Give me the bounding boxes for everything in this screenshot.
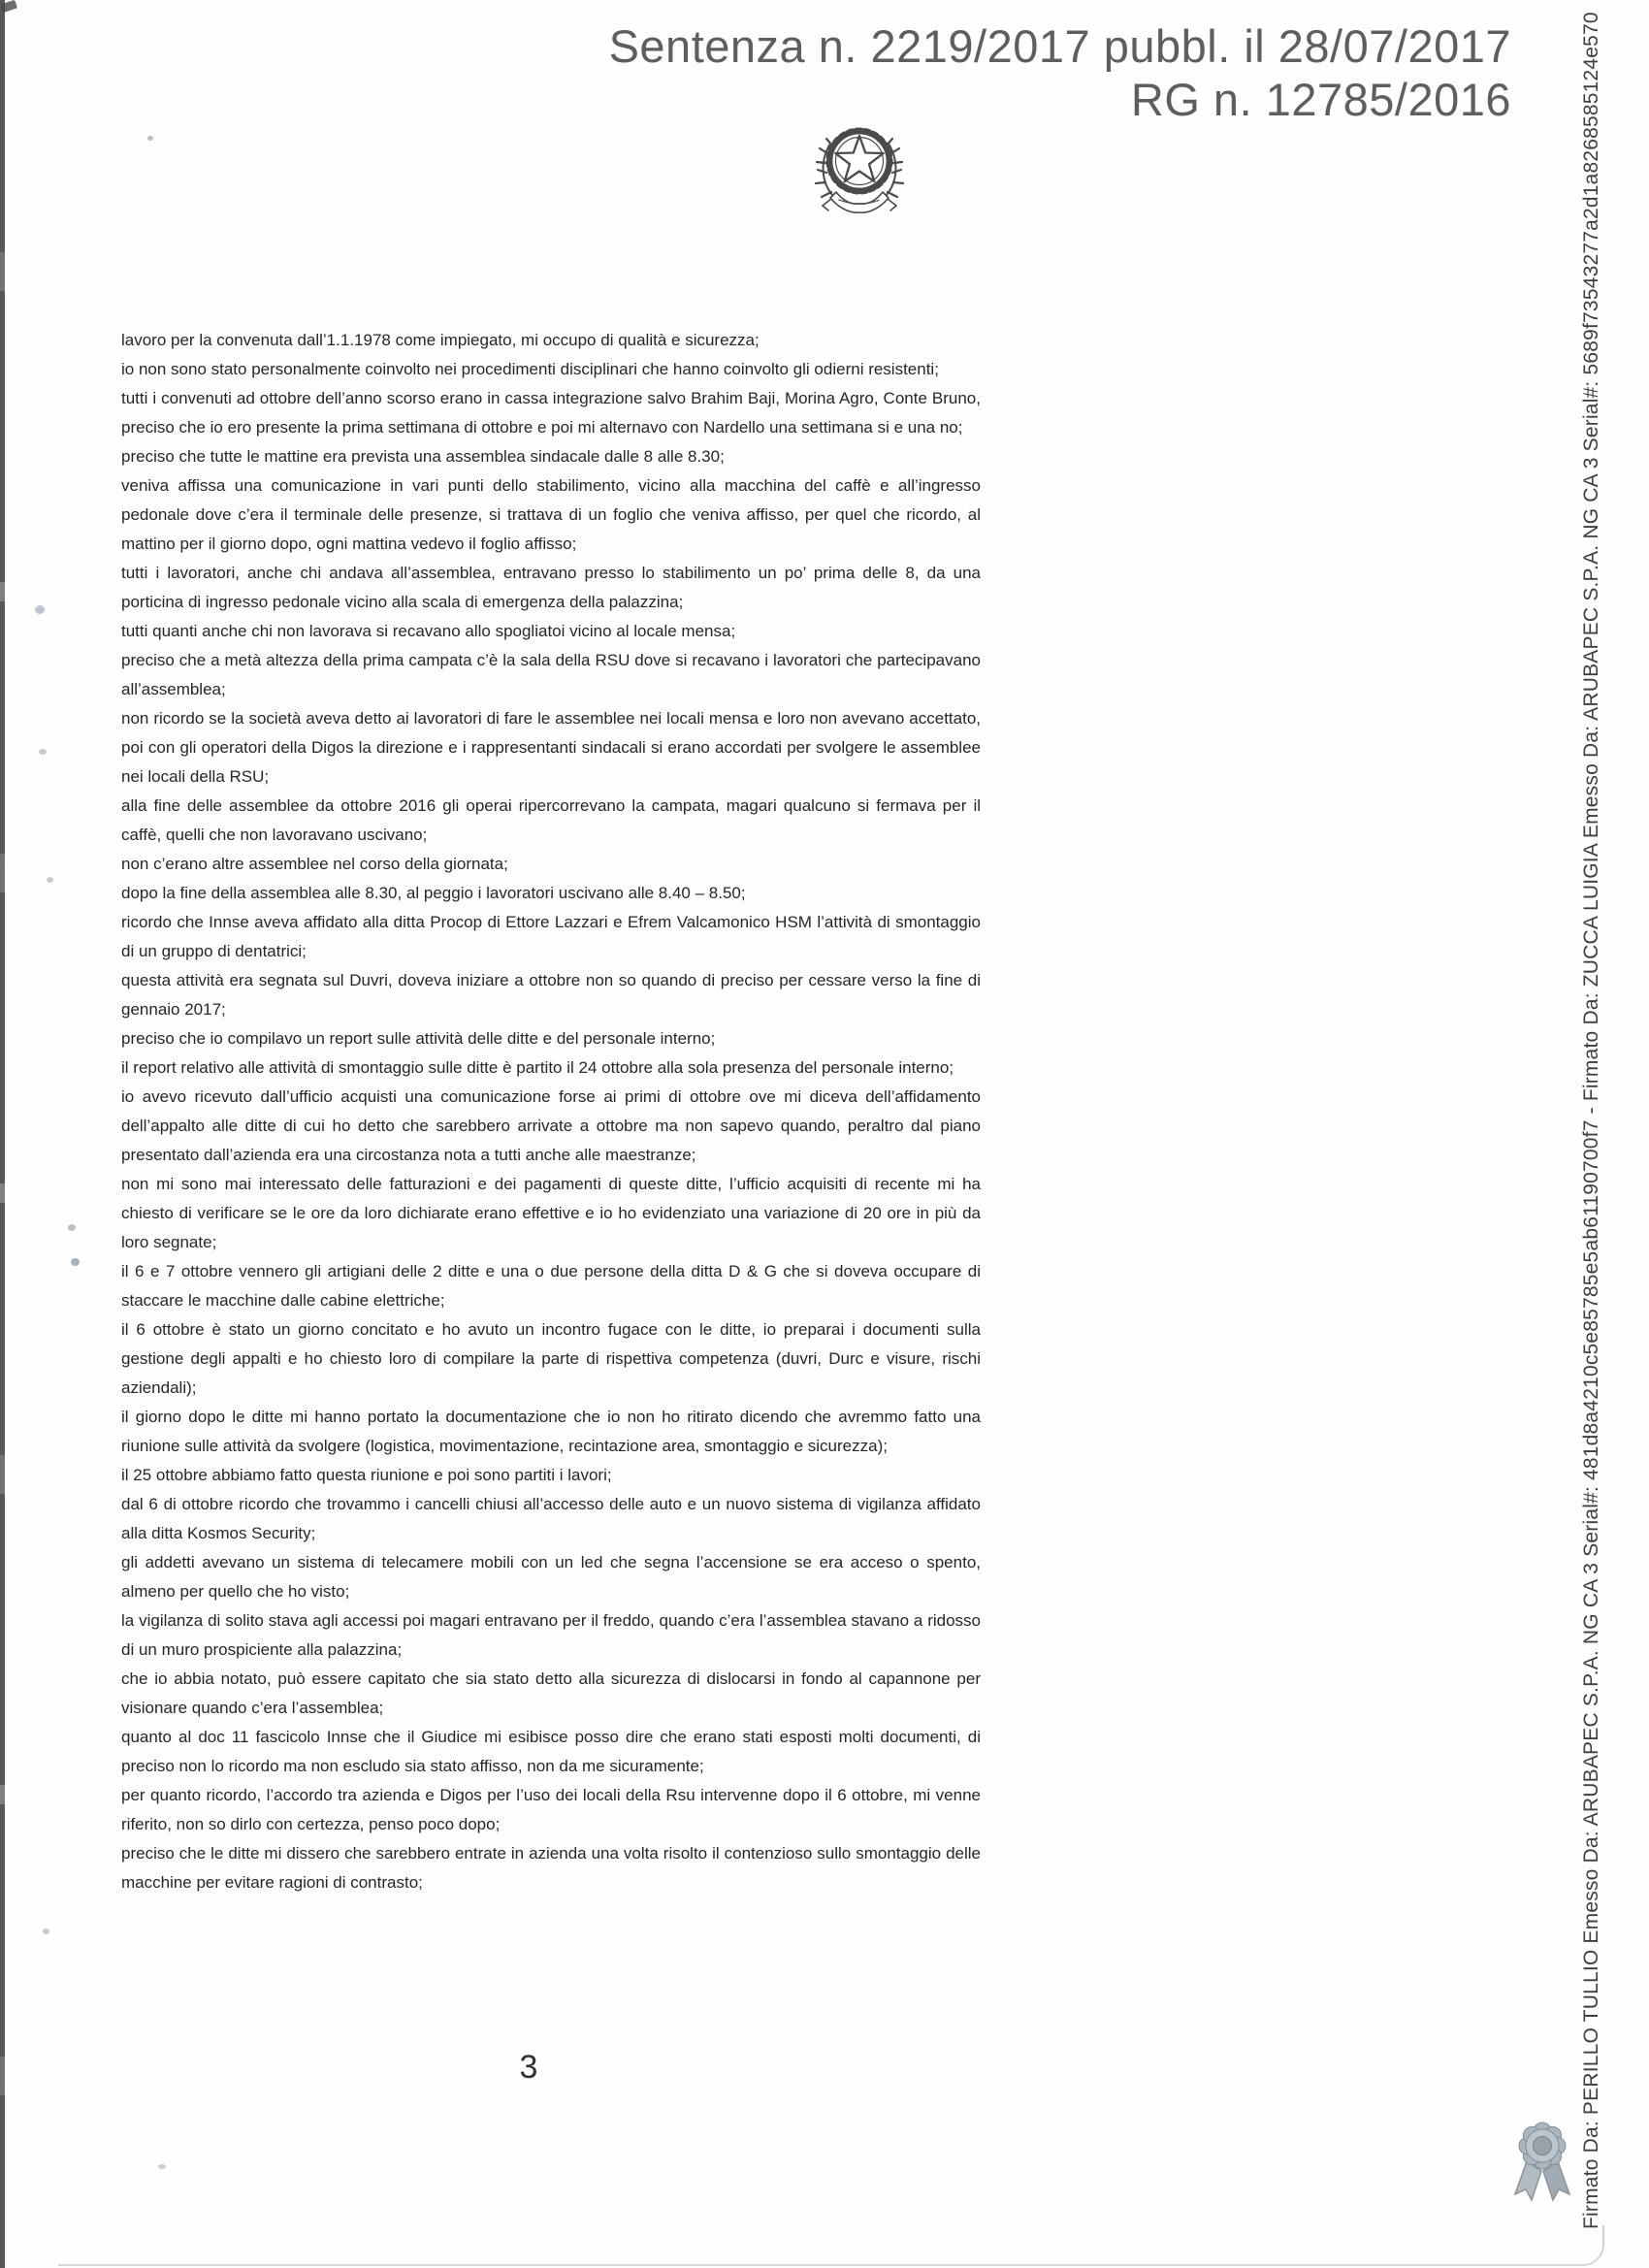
- testimony-statement: tutti quanti anche chi non lavorava si recavano allo spogliatoi vicino al locale mensa;: [121, 622, 736, 640]
- italy-republic-emblem-icon: [811, 113, 908, 227]
- testimony-statement: non mi sono mai interessato delle fatturazioni e dei pagamenti di queste ditte, l’ufficio acquisiti di recente mi ha chiesto di verificare se le ore da loro dichiarate erano effettive e io ho evidenziato una variazione di 20 ore in più da loro segnate;: [121, 1175, 981, 1251]
- testimony-statement: preciso che io compilavo un report sulle attività delle ditte e del personale interno;: [121, 1029, 716, 1048]
- testimony-statement: preciso che le ditte mi dissero che sarebbero entrate in azienda una volta risolto il contenzioso sullo smontaggio delle macchine per evitare ragioni di contrasto;: [121, 1844, 981, 1892]
- document-header: [609, 19, 1511, 126]
- testimony-statement: gli addetti avevano un sistema di telecamere mobili con un led che segna l’accensione se era acceso o spento, almeno per quello che ho visto;: [121, 1553, 981, 1601]
- rg-number: RG n. 12785/2016: [1130, 74, 1511, 125]
- testimony-statement: dopo la fine della assemblea alle 8.30, al peggio i lavoratori uscivano alle 8.40 – 8.50;: [121, 884, 746, 902]
- scan-speck: [39, 749, 47, 755]
- scan-speck: [71, 1258, 80, 1266]
- testimony-statement: veniva affissa una comunicazione in vari punti dello stabilimento, vicino alla macchina del caffè e all’ingresso pedonale dove c’era il terminale delle presenze, si trattava di un foglio che veniva affisso, per quel che ricordo, al mattino per il giorno dopo, ogni mattina vedevo il foglio affisso;: [121, 476, 981, 553]
- testimony-statement: preciso che a metà altezza della prima campata c’è la sala della RSU dove si recavano i lavoratori che partecipavano all’assemblea;: [121, 651, 981, 698]
- sentenza-number: Sentenza n. 2219/2017 pubbl. il 28/07/2017: [608, 20, 1511, 72]
- testimony-statement: per quanto ricordo, l’accordo tra azienda e Digos per l’uso dei locali della Rsu intervenne dopo il 6 ottobre, mi venne riferito, non so dirlo con certezza, penso poco dopo;: [121, 1786, 981, 1833]
- digital-signature-sidebar: Firmato Da: PERILLO TULLIO Emesso Da: ARUBAPEC S.P.A. NG CA 3 Serial#: 481d8a4210c5e85785e5ab61190700f7 - Firmato Da: ZUCCA LUIGIA Emesso Da: ARUBAPEC S.P.A. NG CA 3 Serial#: 5689f73543277a2d1a8268585124e570: [1580, 12, 1602, 2229]
- rosette-seal-icon: [1504, 2117, 1581, 2206]
- testimony-statement: che io abbia notato, può essere capitato che sia stato detto alla sicurezza di dislocarsi in fondo al capannone per visionare quando c’era l’assemblea;: [121, 1669, 981, 1717]
- testimony-statement: tutti i lavoratori, anche chi andava all’assemblea, entravano presso lo stabilimento un po’ prima delle 8, da una porticina di ingresso pedonale vicino alla scala di emergenza della palazzina;: [121, 564, 981, 611]
- testimony-text: [121, 326, 981, 1897]
- scan-speck: [35, 605, 45, 614]
- testimony-statement: il 6 e 7 ottobre vennero gli artigiani delle 2 ditte e una o due persone della ditta D & G che si doveva occupare di staccare le macchine dalle cabine elettriche;: [121, 1262, 981, 1310]
- testimony-statement: questa attività era segnata sul Duvri, doveva iniziare a ottobre non so quando di preciso per cessare verso la fine di gennaio 2017;: [121, 971, 981, 1019]
- testimony-statement: non c’erano altre assemblee nel corso della giornata;: [121, 855, 508, 873]
- testimony-statement: ricordo che Innse aveva affidato alla ditta Procop di Ettore Lazzari e Efrem Valcamonico HSM l’attività di smontaggio di un gruppo di dentatrici;: [121, 913, 981, 960]
- page-edge-artifact: [58, 2225, 1604, 2266]
- testimony-statement: il 6 ottobre è stato un giorno concitato e ho avuto un incontro fugace con le ditte, io preparai i documenti sulla gestione degli appalti e ho chiesto loro di compilare la parte di rispettiva competenza (duvri, Durc e visure, rischi aziendali);: [121, 1320, 981, 1397]
- testimony-statement: alla fine delle assemblee da ottobre 2016 gli operai ripercorrevano la campata, magari qualcuno si fermava per il caffè, quelli che non lavoravano uscivano;: [121, 796, 981, 844]
- testimony-statement: la vigilanza di solito stava agli accessi poi magari entravano per il freddo, quando c’era l’assemblea stavano a ridosso di un muro prospiciente alla palazzina;: [121, 1611, 981, 1659]
- testimony-statement: dal 6 di ottobre ricordo che trovammo i cancelli chiusi all’accesso delle auto e un nuovo sistema di vigilanza affidato alla ditta Kosmos Security;: [121, 1495, 981, 1542]
- testimony-statement: lavoro per la convenuta dall’1.1.1978 come impiegato, mi occupo di qualità e sicurezza;: [121, 331, 760, 349]
- testimony-statement: il giorno dopo le ditte mi hanno portato la documentazione che io non ho ritirato dicendo che avremmo fatto una riunione sulle attività da svolgere (logistica, movimentazione, recintazione area, smontaggio e sicurezza);: [121, 1408, 981, 1455]
- scan-speck: [43, 1928, 49, 1934]
- testimony-statement: quanto al doc 11 fascicolo Innse che il Giudice mi esibisce posso dire che erano stati esposti molti documenti, di preciso non lo ricordo ma non escludo sia stato affisso, non da me sicuramente;: [121, 1728, 981, 1775]
- testimony-statement: non ricordo se la società aveva detto ai lavoratori di fare le assemblee nei locali mensa e loro non avevano accettato, poi con gli operatori della Digos la direzione e i rappresentanti sindacali si erano accordati per svolgere le assemblee nei locali della RSU;: [121, 709, 981, 786]
- page-number: 3: [519, 2049, 538, 2086]
- scan-speck: [147, 136, 153, 141]
- scan-speck: [47, 877, 53, 883]
- testimony-statement: io non sono stato personalmente coinvolto nei procedimenti disciplinari che hanno coinvolto gli odierni resistenti;: [121, 360, 939, 378]
- scan-speck: [158, 2164, 166, 2169]
- testimony-statement: il report relativo alle attività di smontaggio sulle ditte è partito il 24 ottobre alla sola presenza del personale interno;: [121, 1058, 954, 1077]
- testimony-statement: preciso che tutte le mattine era prevista una assemblea sindacale dalle 8 alle 8.30;: [121, 447, 725, 466]
- testimony-statement: tutti i convenuti ad ottobre dell’anno scorso erano in cassa integrazione salvo Brahim Baji, Morina Agro, Conte Bruno, preciso che io ero presente la prima settimana di ottobre e poi mi alternavo con Nardello una settimana si e una no;: [121, 389, 981, 437]
- scan-speck: [68, 1224, 76, 1231]
- testimony-statement: io avevo ricevuto dall’ufficio acquisti una comunicazione forse ai primi di ottobre ove mi diceva dell’affidamento dell’appalto alle ditte di cui ho detto che sarebbero arrivate a ottobre ma non sapevo quando, peraltro dal piano presentato dall’azienda era una circostanza nota a tutti anche alle maestranze;: [121, 1087, 981, 1164]
- testimony-statement: il 25 ottobre abbiamo fatto questa riunione e poi sono partiti i lavori;: [121, 1466, 612, 1484]
- scan-edge-artifact: [0, 0, 5, 2268]
